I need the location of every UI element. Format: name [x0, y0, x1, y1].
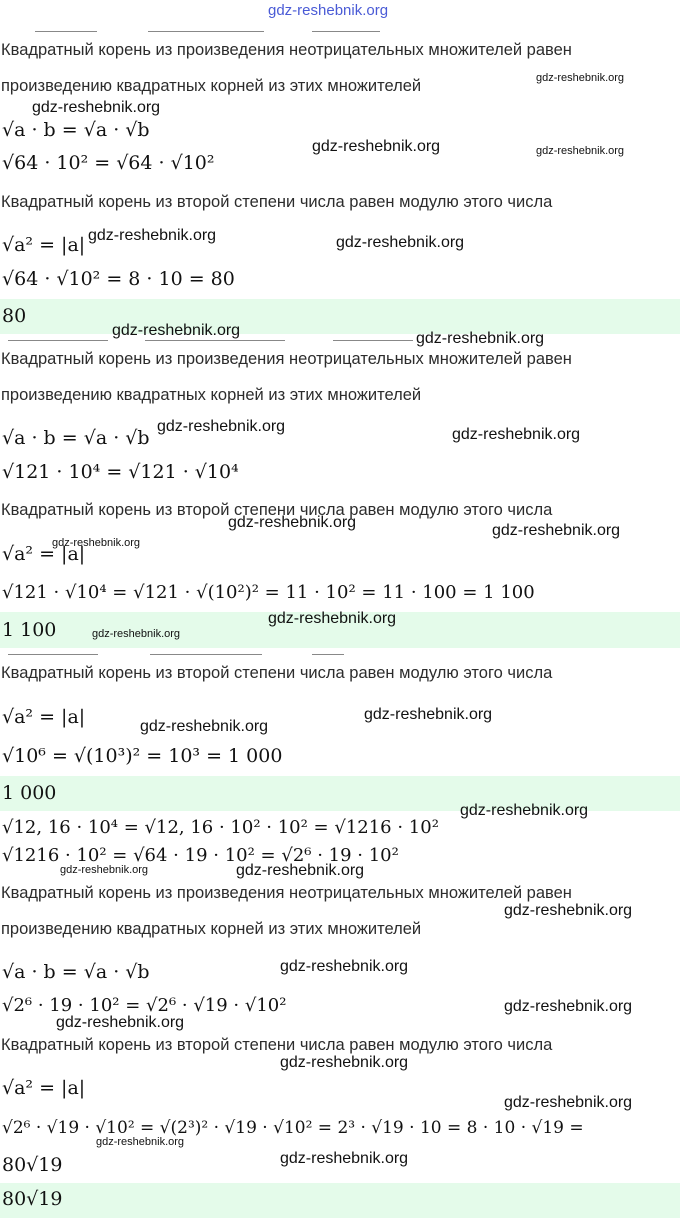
watermark: gdz-reshebnik.org [504, 998, 633, 1015]
formula: √a² = |a| [2, 1077, 86, 1099]
formula: √a · b = √a · √b [2, 961, 150, 983]
rule-text: произведению квадратных корней из этих множителей [1, 920, 422, 938]
answer: 1 100 [2, 619, 57, 641]
rule-text: произведению квадратных корней из этих множителей [1, 386, 422, 404]
math-step: 80√19 [2, 1154, 63, 1176]
rule-text: Квадратный корень из второй степени числа равен модулю этого числа [1, 193, 553, 211]
watermark: gdz-reshebnik.org [280, 958, 409, 975]
watermark: gdz-reshebnik.org [268, 610, 397, 627]
answer: 80√19 [2, 1188, 63, 1210]
math-step: √121 · 10⁴ = √121 · √10⁴ [2, 461, 239, 483]
answer: 80 [2, 305, 27, 327]
math-step: √2⁶ · √19 · √10² = √(2³)² · √19 · √10² = 2³ · √19 · 10 = 8 · 10 · √19 = [2, 1118, 584, 1138]
divider-line [35, 31, 97, 32]
rule-text: Квадратный корень из произведения неотрицательных множителей равен [1, 41, 572, 59]
formula: √a · b = √a · √b [2, 119, 150, 141]
watermark: gdz-reshebnik.org [96, 1136, 185, 1148]
watermark: gdz-reshebnik.org [492, 522, 621, 539]
answer: 1 000 [2, 782, 57, 804]
watermark: gdz-reshebnik.org [504, 902, 633, 919]
watermark: gdz-reshebnik.org [452, 426, 581, 443]
formula: √a² = |a| [2, 706, 86, 728]
math-step: √12, 16 · 10⁴ = √12, 16 · 10² · 10² = √1216 · 10² [2, 817, 439, 838]
math-step: √10⁶ = √(10³)² = 10³ = 1 000 [2, 745, 283, 767]
math-step: √1216 · 10² = √64 · 19 · 10² = √2⁶ · 19 · 10² [2, 845, 399, 866]
watermark: gdz-reshebnik.org [416, 330, 545, 347]
watermark: gdz-reshebnik.org [52, 537, 141, 549]
watermark: gdz-reshebnik.org [140, 718, 269, 735]
answer-box [0, 1183, 680, 1218]
watermark: gdz-reshebnik.org [280, 1150, 409, 1167]
watermark: gdz-reshebnik.org [60, 864, 149, 876]
watermark: gdz-reshebnik.org [112, 322, 241, 339]
watermark: gdz-reshebnik.org [280, 1054, 409, 1071]
math-step: √64 · √10² = 8 · 10 = 80 [2, 268, 235, 290]
watermark: gdz-reshebnik.org [536, 72, 625, 84]
rule-text: Квадратный корень из второй степени числа равен модулю этого числа [1, 1036, 553, 1054]
rule-text: произведению квадратных корней из этих множителей [1, 77, 422, 95]
watermark: gdz-reshebnik.org [32, 99, 161, 116]
math-step: √64 · 10² = √64 · √10² [2, 152, 215, 174]
formula: √a · b = √a · √b [2, 427, 150, 449]
rule-text: Квадратный корень из произведения неотрицательных множителей равен [1, 350, 572, 368]
answer-box [0, 299, 680, 334]
watermark: gdz-reshebnik.org [236, 862, 365, 879]
formula: √a² = |a| [2, 543, 86, 565]
watermark-top: gdz-reshebnik.org [268, 2, 389, 19]
watermark: gdz-reshebnik.org [92, 628, 181, 640]
watermark: gdz-reshebnik.org [88, 227, 217, 244]
divider-line [8, 340, 108, 341]
watermark: gdz-reshebnik.org [336, 234, 465, 251]
watermark: gdz-reshebnik.org [228, 514, 357, 531]
divider-line [8, 654, 98, 655]
watermark: gdz-reshebnik.org [56, 1014, 185, 1031]
rule-text: Квадратный корень из произведения неотрицательных множителей равен [1, 884, 572, 902]
watermark: gdz-reshebnik.org [364, 706, 493, 723]
divider-line [150, 654, 262, 655]
watermark: gdz-reshebnik.org [312, 138, 441, 155]
divider-line [312, 654, 344, 655]
rule-text: Квадратный корень из второй степени числа равен модулю этого числа [1, 664, 553, 682]
watermark: gdz-reshebnik.org [460, 802, 589, 819]
divider-line [145, 340, 285, 341]
watermark: gdz-reshebnik.org [157, 418, 286, 435]
rule-text: Квадратный корень из второй степени числа равен модулю этого числа [1, 501, 553, 519]
watermark: gdz-reshebnik.org [504, 1094, 633, 1111]
math-step: √121 · √10⁴ = √121 · √(10²)² = 11 · 10² = 11 · 100 = 1 100 [2, 582, 535, 603]
divider-line [333, 340, 413, 341]
divider-line [148, 31, 264, 32]
math-step: √2⁶ · 19 · 10² = √2⁶ · √19 · √10² [2, 995, 287, 1016]
watermark: gdz-reshebnik.org [536, 145, 625, 157]
divider-line [312, 31, 380, 32]
formula: √a² = |a| [2, 234, 86, 256]
